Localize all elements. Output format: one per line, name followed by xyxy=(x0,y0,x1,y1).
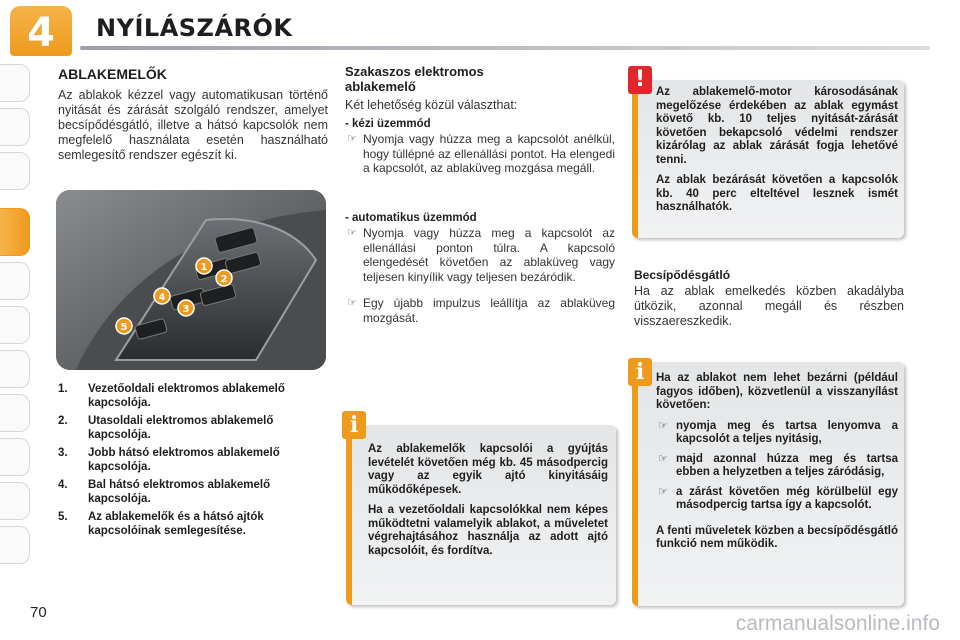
auto-mode-heading: - automatikus üzemmód xyxy=(345,212,477,224)
pointing-hand-icon: ☞ xyxy=(347,297,357,309)
side-tab-7[interactable] xyxy=(0,350,30,388)
pointing-hand-icon: ☞ xyxy=(658,452,668,465)
info-footer: A fenti műveletek közben a becsípődésgátló funkció nem működik. xyxy=(656,524,898,550)
side-tab-9[interactable] xyxy=(0,438,30,476)
info-paragraph: Ha a vezetőoldali kapcsolókkal nem képes működtetni valamelyik ablakot, a műveletet végrehajtásához használja az adott ajtó kapcsolóit, és fordítva. xyxy=(368,504,608,557)
list-item: 2. Utasoldali elektromos ablakemelő kapcsolója. xyxy=(58,415,274,441)
warning-paragraph: Az ablakemelő-motor károsodásának megelőzése érdekében az ablak egymást követő kb. 10 teljes nyitását-zárását követően bekapcsoló védelmi rendszer kizárólag az ablak zárását fogja lehetővé tenni. xyxy=(656,86,898,166)
callout-1 xyxy=(196,258,212,274)
anti-pinch-text: Ha az ablak emelkedés közben akadályba ütközik, azonnal megáll és részben visszaereszkedik. xyxy=(634,284,904,328)
side-tab-10[interactable] xyxy=(0,482,30,520)
page-header xyxy=(0,0,960,60)
warning-box-motor-protection xyxy=(632,80,904,238)
info-icon: i xyxy=(342,411,366,439)
side-tab-1[interactable] xyxy=(0,64,30,102)
side-tab-6[interactable] xyxy=(0,306,30,344)
chapter-tab xyxy=(10,6,72,56)
chapter-title: NYÍLÁSZÁRÓK xyxy=(96,14,293,42)
notice-accent-bar xyxy=(346,425,352,605)
pointing-hand-icon: ☞ xyxy=(347,133,357,145)
info-box-switch-timing xyxy=(346,425,616,605)
info-bullet: ☞ nyomja meg és tartsa lenyomva a kapcsolót a teljes nyitásig, xyxy=(658,419,898,445)
info-intro: Ha az ablakot nem lehet bezárni (például fagyos időben), közvetlenül a visszanyílást követően: xyxy=(656,372,898,411)
side-tab-11[interactable] xyxy=(0,526,30,564)
info-bullet: ☞ majd azonnal húzza meg és tartsa ebben a helyzetben a teljes záródásig, xyxy=(658,452,898,478)
svg-text:1: 1 xyxy=(200,262,208,273)
sequential-lift-intro: Két lehetőség közül választhat: xyxy=(345,98,518,112)
callout-5 xyxy=(116,318,132,334)
pointing-hand-icon: ☞ xyxy=(347,227,357,239)
notice-accent-bar xyxy=(632,80,638,238)
info-box-anti-pinch-override xyxy=(632,362,904,606)
svg-text:5: 5 xyxy=(120,322,128,333)
pointing-hand-icon: ☞ xyxy=(658,485,668,498)
manual-mode-heading: - kézi üzemmód xyxy=(345,118,431,130)
list-item: 3. Jobb hátsó elektromos ablakemelő kapcsolója. xyxy=(58,447,280,473)
anti-pinch-heading: Becsípődésgátló xyxy=(634,268,731,282)
svg-text:3: 3 xyxy=(182,304,190,315)
list-item: 5. Az ablakemelők és a hátsó ajtók kapcsolóinak semlegesítése. xyxy=(58,511,264,537)
list-item: 1. Vezetőoldali elektromos ablakemelő kapcsolója. xyxy=(58,383,285,409)
page-number: 70 xyxy=(30,604,47,621)
notice-accent-bar xyxy=(632,362,638,606)
warning-icon: ! xyxy=(628,66,652,94)
callout-2 xyxy=(216,270,232,286)
info-bullet: ☞ a zárást követően még körülbelül egy másodpercig tartsa így a kapcsolót. xyxy=(658,485,898,511)
warning-paragraph: Az ablak bezárását követően a kapcsolók kb. 40 perc elteltével lesznek ismét használhatók. xyxy=(656,174,898,213)
header-rule xyxy=(80,46,930,50)
section-heading-window-lifts: ABLAKEMELŐK xyxy=(58,66,167,82)
info-paragraph: Az ablakemelők kapcsolói a gyújtás levételét követően még kb. 45 másodpercig vagy az egyik ajtó kinyitásáig működőképesek. xyxy=(368,443,608,496)
auto-mode-bullet-1: ☞ Nyomja vagy húzza meg a kapcsolót az ellenállási ponton túlra. A kapcsoló elengedését követően az ablaküveg vagy teljesen kinyílik vagy teljesen bezáródik. xyxy=(347,226,615,284)
watermark: carmanualsonline.info xyxy=(735,612,940,635)
svg-text:4: 4 xyxy=(158,292,166,303)
info-icon: i xyxy=(628,358,652,386)
door-switch-panel-illustration xyxy=(56,190,326,370)
window-lifts-intro: Az ablakok kézzel vagy automatikusan történő nyitását és zárását szolgáló rendszer, amelyet becsípődésgátló, illetve a hátsó kapcsolók nem megfelelő használata esetén használható semlegesítő rendszer egészít ki. xyxy=(58,88,328,162)
callout-4 xyxy=(154,288,170,304)
chapter-number: 4 xyxy=(27,10,55,56)
side-tab-active[interactable] xyxy=(0,208,30,256)
list-item: 4. Bal hátsó elektromos ablakemelő kapcsolója. xyxy=(58,479,271,505)
side-tab-5[interactable] xyxy=(0,262,30,300)
manual-mode-bullet: ☞ Nyomja vagy húzza meg a kapcsolót anélkül, hogy túllépné az ellenállási pontot. Ha elengedi a kapcsolót, az ablaküveg mozgása megáll. xyxy=(347,132,615,175)
callout-3 xyxy=(178,300,194,316)
side-tab-2[interactable] xyxy=(0,108,30,146)
side-tab-3[interactable] xyxy=(0,152,30,190)
svg-text:2: 2 xyxy=(220,274,228,285)
side-tab-8[interactable] xyxy=(0,394,30,432)
auto-mode-bullet-2: ☞ Egy újabb impulzus leállítja az ablaküveg mozgását. xyxy=(347,296,615,325)
window-switch-photo xyxy=(56,190,326,370)
sequential-lift-heading: Szakaszos elektromos ablakemelő xyxy=(345,64,484,94)
pointing-hand-icon: ☞ xyxy=(658,419,668,432)
switch-list xyxy=(58,382,328,542)
